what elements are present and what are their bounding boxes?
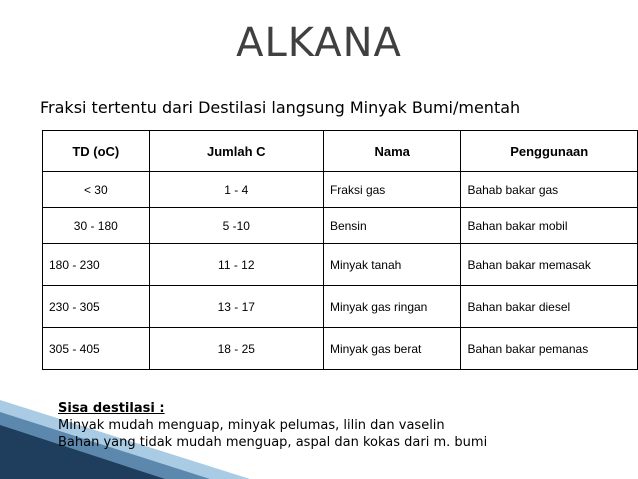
distillation-table bbox=[42, 130, 638, 370]
notes-heading: Sisa destilasi : bbox=[58, 401, 165, 416]
cell-jumlah-c: 13 - 17 bbox=[149, 286, 323, 328]
table-row bbox=[43, 286, 638, 328]
cell-penggunaan: Bahan bakar memasak bbox=[461, 244, 638, 286]
table-header-row bbox=[43, 131, 638, 172]
cell-nama: Minyak gas berat bbox=[323, 328, 461, 370]
cell-penggunaan: Bahan bakar diesel bbox=[461, 286, 638, 328]
table-row bbox=[43, 244, 638, 286]
cell-td: 180 - 230 bbox=[43, 244, 150, 286]
header-td: TD (oC) bbox=[43, 131, 150, 172]
slide-subtitle: Fraksi tertentu dari Destilasi langsung Minyak Bumi/mentah bbox=[40, 98, 521, 117]
notes-line: Bahan yang tidak mudah menguap, aspal dan kokas dari m. bumi bbox=[58, 435, 488, 450]
cell-nama: Bensin bbox=[323, 208, 461, 244]
cell-td: 30 - 180 bbox=[43, 208, 150, 244]
cell-penggunaan: Bahab bakar gas bbox=[461, 172, 638, 208]
cell-jumlah-c: 5 -10 bbox=[149, 208, 323, 244]
table-row bbox=[43, 328, 638, 370]
slide-title: ALKANA bbox=[236, 20, 402, 66]
table-row bbox=[43, 172, 638, 208]
residue-notes bbox=[58, 400, 487, 451]
cell-td: < 30 bbox=[43, 172, 150, 208]
cell-penggunaan: Bahan bakar pemanas bbox=[461, 328, 638, 370]
cell-jumlah-c: 1 - 4 bbox=[149, 172, 323, 208]
cell-nama: Minyak gas ringan bbox=[323, 286, 461, 328]
header-jumlah-c: Jumlah C bbox=[149, 131, 323, 172]
cell-td: 305 - 405 bbox=[43, 328, 150, 370]
cell-nama: Fraksi gas bbox=[323, 172, 461, 208]
table-row bbox=[43, 208, 638, 244]
header-nama: Nama bbox=[323, 131, 461, 172]
cell-penggunaan: Bahan bakar mobil bbox=[461, 208, 638, 244]
cell-jumlah-c: 11 - 12 bbox=[149, 244, 323, 286]
cell-nama: Minyak tanah bbox=[323, 244, 461, 286]
cell-td: 230 - 305 bbox=[43, 286, 150, 328]
notes-line: Minyak mudah menguap, minyak pelumas, lilin dan vaselin bbox=[58, 418, 445, 433]
cell-jumlah-c: 18 - 25 bbox=[149, 328, 323, 370]
header-penggunaan: Penggunaan bbox=[461, 131, 638, 172]
